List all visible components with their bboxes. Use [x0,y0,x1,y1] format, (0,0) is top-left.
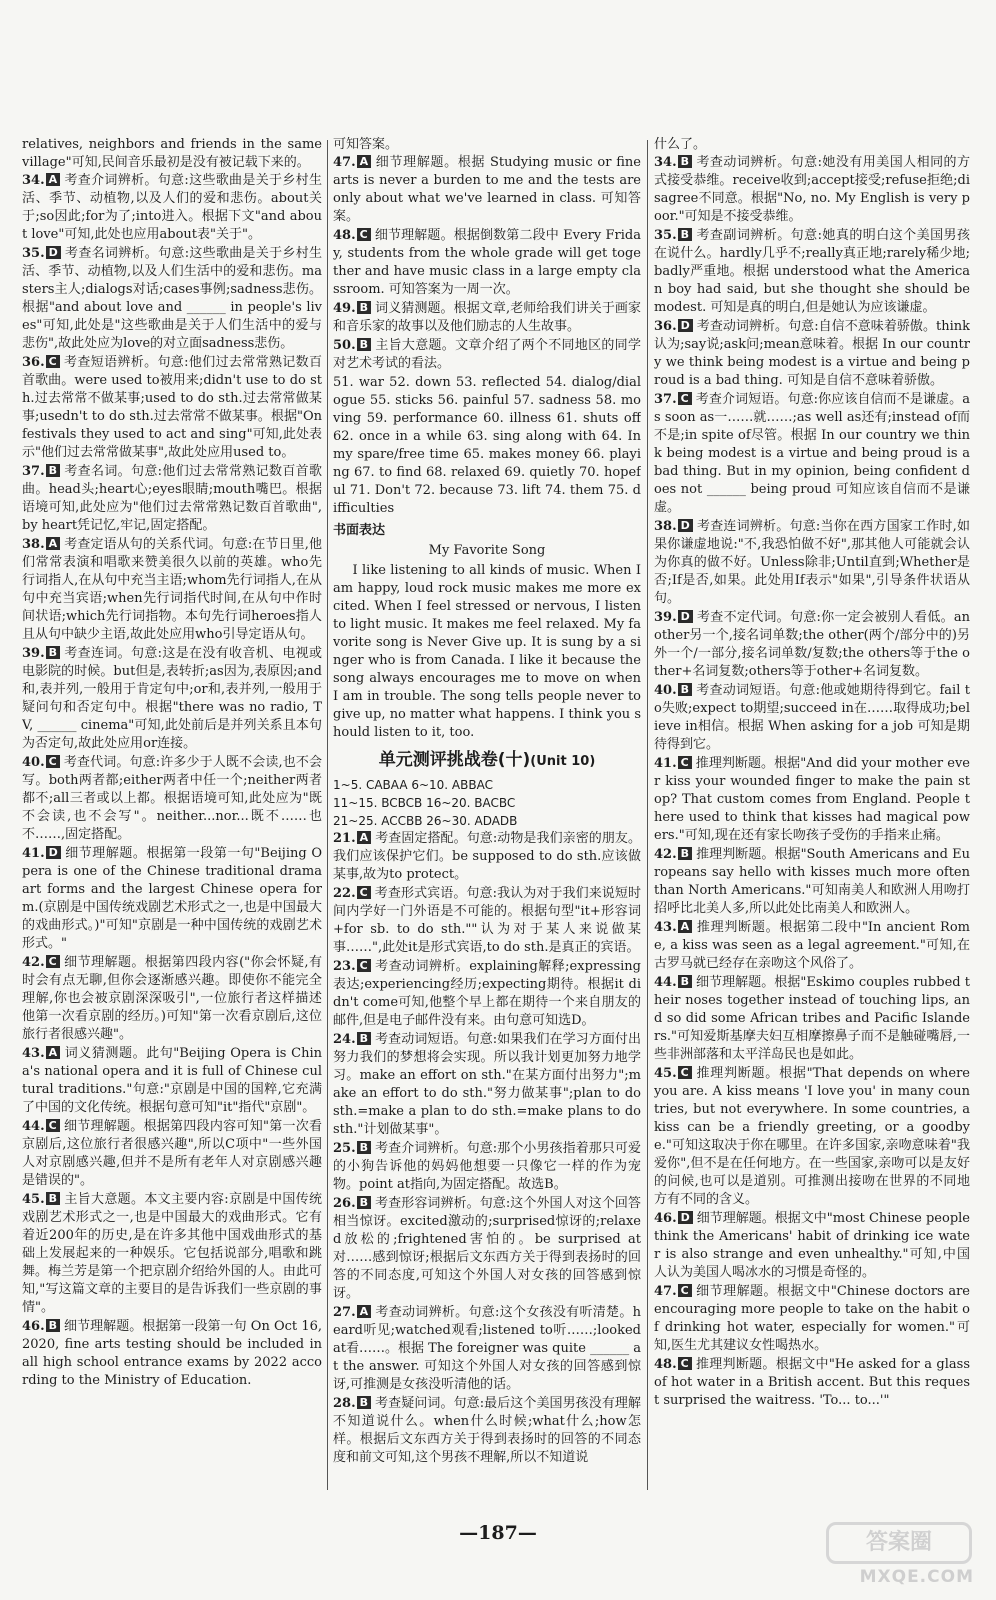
answer-letter-badge: B [678,683,692,696]
answer-item [333,300,641,336]
answer-explanation: 推理判断题。根据文中"He asked for a glass of hot water in a British accent. But this request surprised the waitress. 'To... to...'" [654,1357,970,1408]
answer-item [654,227,970,317]
unit-title-text: 单元测评挑战卷(十) [378,750,531,770]
answer-explanation: 考查固定搭配。句意:动物是我们亲密的朋友。我们应该保护它们。be supposed to do sth.应该做某事,故为to protect。 [333,831,641,882]
question-number: 37. [654,392,677,407]
answer-item [654,1356,970,1410]
answer-letter-badge: B [678,975,692,988]
answer-letter-badge: B [357,1032,371,1045]
answer-letter-badge: B [46,646,60,659]
answer-item [22,1118,322,1190]
answer-item [333,1395,641,1467]
answer-explanation: 细节理解题。根据文中"most Chinese people think the Americans' habit of drinking ice water is also strange and even unhealthy."可知,中国人认为美国人喝冰水的习惯是奇怪的。 [654,1211,970,1280]
question-number: 41. [22,846,45,861]
answer-item [22,536,322,644]
answer-letter-badge: B [46,1192,60,1205]
answer-key-row: 11~15. BCBCB 16~20. BACBC [333,796,516,810]
question-number: 44. [22,1119,45,1134]
unit-title-sub: (Unit 10) [530,754,596,769]
answer-item [333,154,641,226]
answer-item [22,754,322,844]
answer-letter-badge: C [46,755,60,768]
answer-item [333,337,641,373]
answer-explanation: 主旨大意题。文章介绍了两个不同地区的同学对艺术考试的看法。 [333,338,641,371]
answer-explanation: 细节理解题。根据 Studying music or fine arts is never a burden to me and the tests are only about what we've learned in class. 可知答案。 [333,155,641,224]
answer-explanation: 推理判断题。根据"South Americans and Europeans say hello with kisses much more often than North Americans."可知南美人和欧洲人用吻打招呼比北美人多,所以此处比南美人和欧洲人。 [654,847,970,916]
answer-item [22,172,322,244]
question-number: 36. [654,319,677,334]
answer-item [654,318,970,390]
answer-letter-badge: D [678,519,693,532]
answer-letter-badge: A [46,1046,61,1059]
question-number: 42. [654,847,677,862]
answer-explanation: 细节理解题。根据倒数第二段中 Every Friday, students from the whole grade will get together and have music class in a large empty classroom. 可知答案为一周一次。 [333,228,641,297]
question-number: 24. [333,1032,356,1047]
answer-letter-badge: B [678,228,692,241]
answer-item [654,919,970,973]
question-number: 50. [333,338,356,353]
answer-explanation: 考查介词短语。句意:你应该自信而不是谦虚。as soon as一……就……;as well as还有;instead of而不是;in spite of尽管。根据 In our country we think being modest is a virtue and being proud is a bad thing. But in my opinion, being confident does not ______ being proud 可知应该自信而不是谦虚。 [654,392,970,515]
answer-letter-badge: C [678,1357,692,1370]
answer-letter-badge: A [357,1305,372,1318]
question-number: 28. [333,1396,356,1411]
question-number: 45. [22,1192,45,1207]
answer-letter-badge: C [46,355,60,368]
answer-explanation: 细节理解题。根据第一段第一句 On Oct 16, 2020, fine arts testing should be included in all high school entrance exams by 2022 according to the Ministry of Education. [22,1319,322,1388]
question-number: 36. [22,355,45,370]
question-number: 46. [22,1319,45,1334]
answer-item [22,645,322,753]
answer-explanation: 细节理解题。根据"Eskimo couples rubbed their noses together instead of touching lips, and so did some African tribes and Pacific Islanders."可知爱斯基摩夫妇互相摩擦鼻子而不是触碰嘴唇,一些非洲部落和太平洋岛民也是如此。 [654,975,970,1062]
answer-explanation: 考查介词辨析。句意:那个小男孩指着那只可爱的小狗告诉他的妈妈他想要一只像它一样的作为宠物。point at指向,为固定搭配。故选B。 [333,1141,641,1192]
answer-item [333,227,641,299]
answer-explanation: 考查动词辨析。句意:她没有用美国人相同的方式接受恭维。receive收到;accept接受;refuse拒绝;disagree不同意。根据"No, no. My English is very poor."可知是不接受恭维。 [654,155,970,224]
answer-explanation: 考查动词辨析。句意:这个女孩没有听清楚。heard听见;watched观看;listened to听……;looked at看……。根据 The foreigner was quite ______ at the answer. 可知这个外国人对女孩的回答感到惊讶,可推测是女孩没听清他的话。 [333,1305,641,1392]
answer-item [654,846,970,918]
watermark-logo: 答案圈 [826,1522,972,1564]
question-number: 26. [333,1196,356,1211]
answer-explanation: 推理判断题。根据"That depends on where you are. A kiss means 'I love you' in many countries, but not everywhere. In some countries, a kiss can be a friendly greeting, or a goodbye."可知这取决于你在哪里。在许多国家,亲吻意味着"我爱你",但不是在任何地方。在一些国家,亲吻可以是友好的问候,也可以是道别。可推测出接吻在世界的不同地方有不同的含义。 [654,1066,970,1207]
answer-explanation: 推理判断题。根据第二段中"In ancient Rome, a kiss was seen as a legal agreement."可知,在古罗马就已经存在亲吻这个风俗了。 [654,920,970,971]
section-heading: 书面表达 [333,523,386,538]
question-number: 35. [22,246,45,261]
question-number: 43. [654,920,677,935]
question-number: 48. [333,228,356,243]
answer-explanation: 考查定语从句的关系代词。句意:在节日里,他们常常表演和唱歌来赞美很久以前的英雄。who先行词指人,在从句中充当主语;whom先行词指人,在从句中充当宾语;when先行词指代时间,在从句中作时间状语;which先行词指物。本句先行词heroes指人且从句中缺少主语,故此处应用who引导定语从句。 [22,537,322,642]
answer-explanation: 词义猜测题。此句"Beijing Opera is China's national opera and it is full of Chinese cultural traditions."句意:"京剧是中国的国粹,它充满了中国的文化传统。根据句意可知"it"指代"京剧"。 [22,1046,322,1115]
column-middle [333,136,641,1486]
column-left [22,136,322,1486]
answer-text: relatives, neighbors and friends in the same village"可知,民间音乐最初是没有被记载下来的。 [22,137,322,170]
answer-letter-badge: B [678,847,692,860]
answer-explanation: 考查形容词辨析。句意:这个外国人对这个回答相当惊讶。excited激动的;surprised惊讶的;relaxed放松的;frightened害怕的。be surprised at对……感到惊讶;根据后文东西方关于得到表扬时的回答的不同态度,可知这个外国人对女孩的回答感到惊讶。 [333,1196,641,1301]
answer-explanation: 考查名词。句意:他们过去常常熟记数百首歌曲。head头;heart心;eyes眼睛;mouth嘴巴。根据语境可知,此处应为"他们过去常常熟记数百首歌曲",by heart凭记忆,牢记,固定搭配。 [22,464,322,533]
question-number: 42. [22,955,45,970]
answer-item [333,1195,641,1303]
answer-explanation: 考查代词。句意:许多少于人既不会读,也不会写。both两者都;either两者中任一个;neither两者都不;all三者或以上都。根据语境可知,此处应为"既不会读,也不会写"。neither...nor...既不……也不……,固定搭配。 [22,755,322,842]
answer-letter-badge: B [46,1319,60,1332]
answer-explanation: 考查动词短语。句意:如果我们在学习方面付出努力我们的梦想将会实现。所以我计划更加努力地学习。make an effort on sth."在某方面付出努力";make an effort to do sth."努力做某事";plan to do sth.=make a plan to do sth.=make plans to do sth."计划做某事"。 [333,1032,641,1137]
question-number: 46. [654,1211,677,1226]
essay-title: My Favorite Song [428,543,546,558]
answer-item [654,1210,970,1282]
answer-letter-badge: B [357,1196,371,1209]
answer-item [333,1031,641,1139]
answer-item [654,1065,970,1209]
answer-explanation: 细节理解题。根据第四段内容("你会怀疑,有时会有点无聊,但你会逐渐感兴趣。即使你不能完全理解,你也会被京剧深深吸引",一位旅行者这样描述他第一次看京剧的经历。)可知"第一次看京剧后,这位旅行者很感兴趣"。 [22,955,322,1042]
question-number: 34. [22,173,45,188]
answer-item [22,245,322,353]
answer-letter-badge: C [46,1119,60,1132]
question-number: 22. [333,886,356,901]
column-divider [647,140,648,1490]
question-number: 47. [333,155,356,170]
answer-letter-badge: D [678,1211,693,1224]
answer-item [333,830,641,884]
watermark [828,1522,978,1586]
answer-item [654,974,970,1064]
answer-item [654,1283,970,1355]
answer-letter-badge: D [678,319,693,332]
watermark-site: MXQE.COM [859,1567,974,1587]
answer-letter-badge: C [678,1284,692,1297]
answer-letter-badge: C [678,756,692,769]
question-number: 44. [654,975,677,990]
question-number: 43. [22,1046,45,1061]
answer-letter-badge: A [46,173,61,186]
answer-explanation: 考查短语辨析。句意:他们过去常常熟记数百首歌曲。were used to被用来;didn't use to do sth.过去常常不做某事;used to do sth.过去常常做某事;usedn't to do sth.过去常常不做某事。根据"On festivals they used to act and sing"可知,此处表示"他们过去常常做某事",故此处应用used to。 [22,355,322,460]
answer-letter-badge: B [357,338,371,351]
answer-letter-badge: B [357,1141,371,1154]
answer-item [22,845,322,953]
answer-item [654,682,970,754]
question-number: 39. [654,610,677,625]
answer-letter-badge: A [357,831,372,844]
answer-explanation: 考查副词辨析。句意:她真的明白这个美国男孩在说什么。hardly几乎不;really真正地;rarely稀少地;badly严重地。根据 understood what the American boy had said, but she thought she should be modest. 可知是真的明白,但是她认为应该谦虚。 [654,228,970,315]
answer-letter-badge: A [678,920,693,933]
answer-explanation: 考查名词辨析。句意:这些歌曲是关于乡村生活、季节、动植物,以及人们生活中的爱和悲伤。masters主人;dialogs对话;cases事例;sadness悲伤。根据"and about love and ______ in people's lives"可知,此处是"这些歌曲是关于人们生活中的爱与悲伤",故此处应为love的对立面sadness悲伤。 [22,246,322,351]
answer-item [654,518,970,608]
answer-letter-badge: D [46,846,61,859]
answer-explanation: 考查动词短语。句意:他或她期待得到它。fail to失败;expect to期望;succeed in在……取得成功;believe in相信。根据 When asking for a job 可知是期待得到它。 [654,683,970,752]
answer-letter-badge: C [46,955,60,968]
question-number: 41. [654,756,677,771]
answer-text: 什么了。 [654,137,707,152]
unit-title [333,748,641,774]
answer-key-row: 1~5. CABAA 6~10. ABBAC [333,778,493,792]
answer-text: 51. war 52. down 53. reflected 54. dialog/dialogue 55. sticks 56. painful 57. sadness 58. moving 59. performance 60. illness 61. shuts off 62. once in a while 63. sing along with 64. In my spare/free time 65. makes money 66. playing 67. to find 68. relaxed 69. quietly 70. hopeful 71. Don't 72. because 73. lift 74. them 75. difficulties [333,375,641,516]
answer-key-row: 21~25. ACCBB 26~30. ADADB [333,814,518,828]
answer-item [22,354,322,462]
answer-letter-badge: D [678,610,693,623]
question-number: 21. [333,831,356,846]
page-number: —187— [459,1522,537,1544]
answer-letter-badge: C [357,959,371,972]
question-number: 40. [654,683,677,698]
answer-explanation: 主旨大意题。本文主要内容:京剧是中国传统戏剧艺术形式之一,也是中国最大的戏曲形式。它有着近200年的历史,是在许多其他中国戏曲形式的基础上发展起来的一种娱乐。它包括说部分,唱歌和跳舞。梅兰芳是第一个把京剧介绍给外国的人。由此可知,"写这篇文章的主要目的是告诉我们一些京剧的事情"。 [22,1192,322,1315]
answer-letter-badge: B [357,1396,371,1409]
question-number: 48. [654,1357,677,1372]
question-number: 38. [654,519,677,534]
answer-letter-badge: C [678,1066,692,1079]
answer-explanation: 考查动词辨析。句意:自信不意味着骄傲。think认为;say说;ask问;mean意味着。根据 In our country we think being modest is a virtue and being proud is a bad thing. 可知是自信不意味着骄傲。 [654,319,970,388]
answer-letter-badge: C [678,392,692,405]
answer-item [22,1045,322,1117]
answer-item [654,391,970,517]
answer-letter-badge: A [46,537,61,550]
question-number: 45. [654,1066,677,1081]
answer-explanation: 考查连词。句意:这是在没有收音机、电视或电影院的时候。but但是,表转折;as因为,表原因;and和,表并列,一般用于肯定句中;or和,表并列,一般用于疑问句和否定句中。根据"there was no radio, TV, ______ cinema"可知,此处前后是并列关系且本句为否定句,故此处应用or连接。 [22,646,322,751]
answer-explanation: 细节理解题。根据第四段内容可知"第一次看京剧后,这位旅行者很感兴趣",所以C项中"一些外国人对京剧感兴趣,但并不是所有老年人对京剧感兴趣是错误的"。 [22,1119,322,1188]
answer-explanation: 词义猜测题。根据文章,老师给我们讲关于画家和音乐家的故事以及他们励志的人生故事。 [333,301,641,334]
answer-item [333,1304,641,1394]
question-number: 25. [333,1141,356,1156]
answer-letter-badge: B [357,301,371,314]
answer-explanation: 考查介词辨析。句意:这些歌曲是关于乡村生活、季节、动植物,以及人们的爱和悲伤。about关于;so因此;for为了;into进入。根据下文"and about love"可知,此处也应用about表"关于"。 [22,173,322,242]
answer-letter-badge: C [357,886,371,899]
answer-explanation: 考查不定代词。句意:你一定会被别人看低。another另一个,接名词单数;the other(两个/部分中的)另外一个/一部分,接名词单数/复数;the others等于the other+名词复数;others等于other+名词复数。 [654,610,970,679]
answer-letter-badge: A [357,155,372,168]
answer-item [22,954,322,1044]
column-divider [327,140,328,1490]
answer-letter-badge: B [46,464,60,477]
question-number: 49. [333,301,356,316]
essay-body: I like listening to all kinds of music. When I am happy, loud rock music makes me more excited. When I feel stressed or nervous, I listen to light music. It makes me feel relaxed. My favorite song is Never Give up. It is sung by a singer who is from Canada. I like it because the song always encourages me to move on when I am in trouble. The song tells people never to give up, no matter what happens. I think you should listen to it, too. [333,563,641,740]
answer-text: 可知答案。 [333,137,399,152]
question-number: 34. [654,155,677,170]
answer-explanation: 考查动词辨析。explaining解释;expressing表达;experiencing经历;expecting期待。根据it didn't come可知,他整个早上都在期待一个来自朋友的邮件,但是电子邮件没有来。由句意可知选D。 [333,959,641,1028]
answer-item [22,1191,322,1317]
answer-letter-badge: C [357,228,371,241]
question-number: 37. [22,464,45,479]
question-number: 39. [22,646,45,661]
answer-item [22,463,322,535]
answer-item [654,154,970,226]
answer-item [333,885,641,957]
answer-item [654,755,970,845]
answer-explanation: 考查连词辨析。句意:当你在西方国家工作时,如果你谦虚地说:"不,我恐怕做不好",那其他人可能就会认为你真的做不好。Unless除非;Until直到;Whether是否;If是否,如果。此处用If表示"如果",引导条件状语从句。 [654,519,970,606]
answer-item [333,958,641,1030]
question-number: 27. [333,1305,356,1320]
answer-explanation: 考查疑问词。句意:最后这个美国男孩没有理解不知道说什么。when什么时候;what什么;how怎样。根据后文东西方关于得到表扬时的回答的不同态度和前文可知,这个男孩不理解,所以不知道说 [333,1396,641,1465]
answer-item [654,609,970,681]
answer-explanation: 细节理解题。根据文中"Chinese doctors are encouraging more people to take on the habit of drinking hot water, especially for women."可知,医生尤其建议女性喝热水。 [654,1284,970,1353]
answer-letter-badge: D [46,246,61,259]
answer-explanation: 推理判断题。根据"And did your mother ever kiss your wounded finger to make the pain stop? That custom comes from England. People there used to think that kisses had magical powers."可知,现在还有家长吻孩子受伤的手指来止痛。 [654,756,970,843]
answer-item [333,1140,641,1194]
question-number: 23. [333,959,356,974]
question-number: 38. [22,537,45,552]
question-number: 47. [654,1284,677,1299]
answer-explanation: 考查形式宾语。句意:我认为对于我们来说短时间内学好一门外语是不可能的。根据句型"it+形容词+for sb. to do sth.""认为对于某人来说做某事……",此处it是形式宾语,to do sth.是真正的宾语。 [333,886,641,955]
question-number: 40. [22,755,45,770]
answer-letter-badge: B [678,155,692,168]
question-number: 35. [654,228,677,243]
answer-explanation: 细节理解题。根据第一段第一句"Beijing Opera is one of the Chinese traditional drama art forms and the largest Chinese opera form.(京剧是中国传统戏剧艺术形式之一,也是中国最大的戏曲形式。)"可知"京剧是一种中国传统的戏剧艺术形式。" [22,846,322,951]
answer-item [22,1318,322,1390]
column-right [654,136,970,1486]
